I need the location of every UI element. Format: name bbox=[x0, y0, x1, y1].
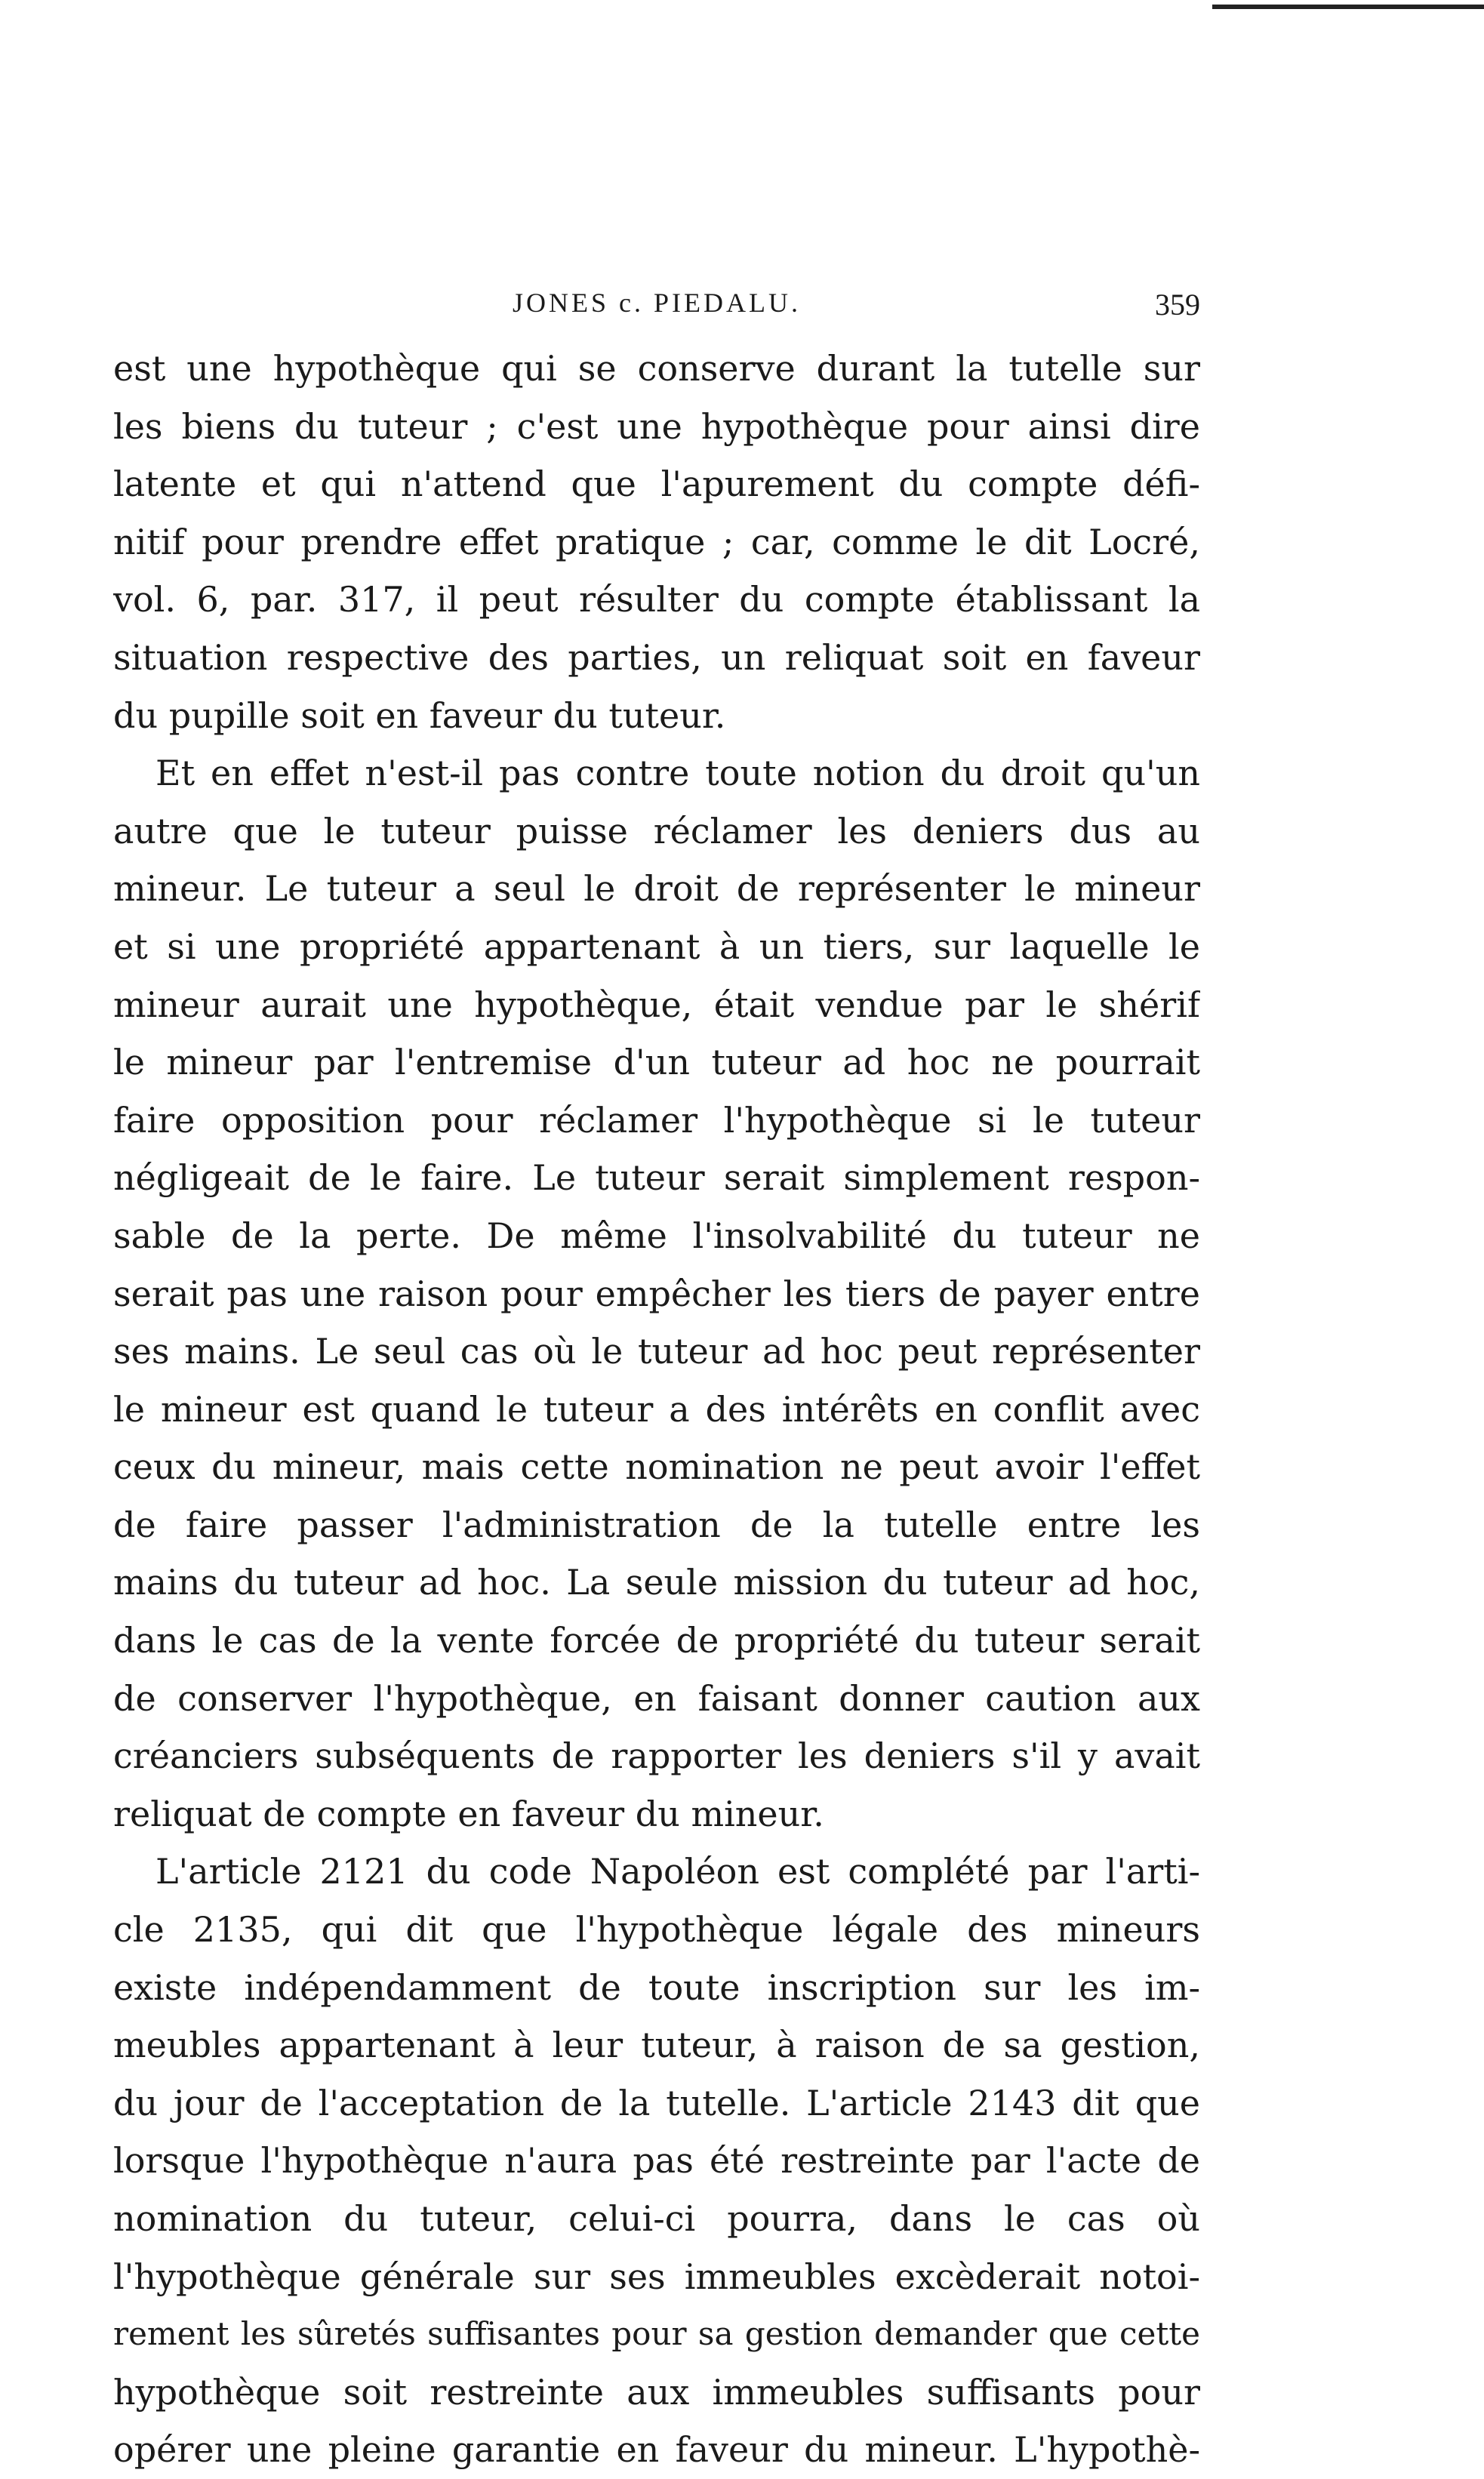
running-head bbox=[113, 287, 1200, 332]
text-line: cle 2135, qui dit que l'hypothèque légale des mineurs bbox=[113, 1909, 1200, 1951]
text-line: dans le cas de la vente forcée de propriété du tuteur serait bbox=[113, 1620, 1200, 1661]
text-line: ceux du mineur, mais cette nomination ne peut avoir l'effet bbox=[113, 1446, 1200, 1488]
text-line: ses mains. Le seul cas où le tuteur ad hoc peut représenter bbox=[113, 1331, 1200, 1372]
text-line: du jour de l'acceptation de la tutelle. L'article 2143 dit que bbox=[113, 2082, 1200, 2123]
text-line: opérer une pleine garantie en faveur du mineur. L'hypothè- bbox=[113, 2429, 1200, 2471]
text-line: meubles appartenant à leur tuteur, à raison de sa gestion, bbox=[113, 2025, 1200, 2066]
text-line: Et en effet n'est-il pas contre toute notion du droit qu'un bbox=[155, 753, 1200, 794]
text-line: nomination du tuteur, celui-ci pourra, dans le cas où bbox=[113, 2198, 1200, 2239]
text-line: nitif pour prendre effet pratique ; car, comme le dit Locré, bbox=[113, 521, 1200, 562]
text-line: mains du tuteur ad hoc. La seule mission du tuteur ad hoc, bbox=[113, 1562, 1200, 1603]
text-line: reliquat de compte en faveur du mineur. bbox=[113, 1793, 824, 1834]
page-number: 359 bbox=[1155, 288, 1200, 322]
text-line: créanciers subséquents de rapporter les deniers s'il y avait bbox=[113, 1735, 1200, 1777]
text-line: le mineur est quand le tuteur a des intérêts en conflit avec bbox=[113, 1388, 1200, 1430]
text-line: l'hypothèque générale sur ses immeubles excèderait notoi- bbox=[113, 2256, 1200, 2297]
text-line: faire opposition pour réclamer l'hypothèque si le tuteur bbox=[113, 1099, 1200, 1141]
running-title: JONES c. PIEDALU. bbox=[513, 288, 801, 318]
text-line: de faire passer l'administration de la tutelle entre les bbox=[113, 1504, 1200, 1545]
text-line: situation respective des parties, un reliquat soit en faveur bbox=[113, 636, 1200, 678]
text-line: sable de la perte. De même l'insolvabilité du tuteur ne bbox=[113, 1215, 1200, 1256]
text-line: L'article 2121 du code Napoléon est complété par l'arti- bbox=[155, 1851, 1200, 1892]
body-text bbox=[113, 340, 1200, 2479]
text-line: le mineur par l'entremise d'un tuteur ad hoc ne pourrait bbox=[113, 1042, 1200, 1083]
text-line: de conserver l'hypothèque, en faisant donner caution aux bbox=[113, 1677, 1200, 1719]
text-line: hypothèque soit restreinte aux immeubles suffisants pour bbox=[113, 2371, 1200, 2413]
text-line: mineur aurait une hypothèque, était vendue par le shérif bbox=[113, 984, 1200, 1025]
text-line: serait pas une raison pour empêcher les tiers de payer entre bbox=[113, 1273, 1200, 1314]
text-line: les biens du tuteur ; c'est une hypothèque pour ainsi dire bbox=[113, 405, 1200, 447]
text-line: rement les sûretés suffisantes pour sa gestion demander que cette bbox=[113, 2315, 1200, 2353]
top-rule bbox=[1212, 5, 1484, 9]
text-line: négligeait de le faire. Le tuteur serait simplement respon- bbox=[113, 1157, 1200, 1199]
text-line: lorsque l'hypothèque n'aura pas été restreinte par l'acte de bbox=[113, 2140, 1200, 2182]
text-line: existe indépendamment de toute inscription sur les im- bbox=[113, 1966, 1200, 2008]
text-line: et si une propriété appartenant à un tiers, sur laquelle le bbox=[113, 925, 1200, 967]
text-line: est une hypothèque qui se conserve durant la tutelle sur bbox=[113, 348, 1200, 389]
text-line: latente et qui n'attend que l'apurement du compte défi- bbox=[113, 463, 1200, 505]
text-line: mineur. Le tuteur a seul le droit de représenter le mineur bbox=[113, 868, 1200, 910]
text-line: du pupille soit en faveur du tuteur. bbox=[113, 694, 726, 736]
text-line: vol. 6, par. 317, il peut résulter du compte établissant la bbox=[113, 579, 1200, 621]
text-line: autre que le tuteur puisse réclamer les deniers dus au bbox=[113, 810, 1200, 851]
